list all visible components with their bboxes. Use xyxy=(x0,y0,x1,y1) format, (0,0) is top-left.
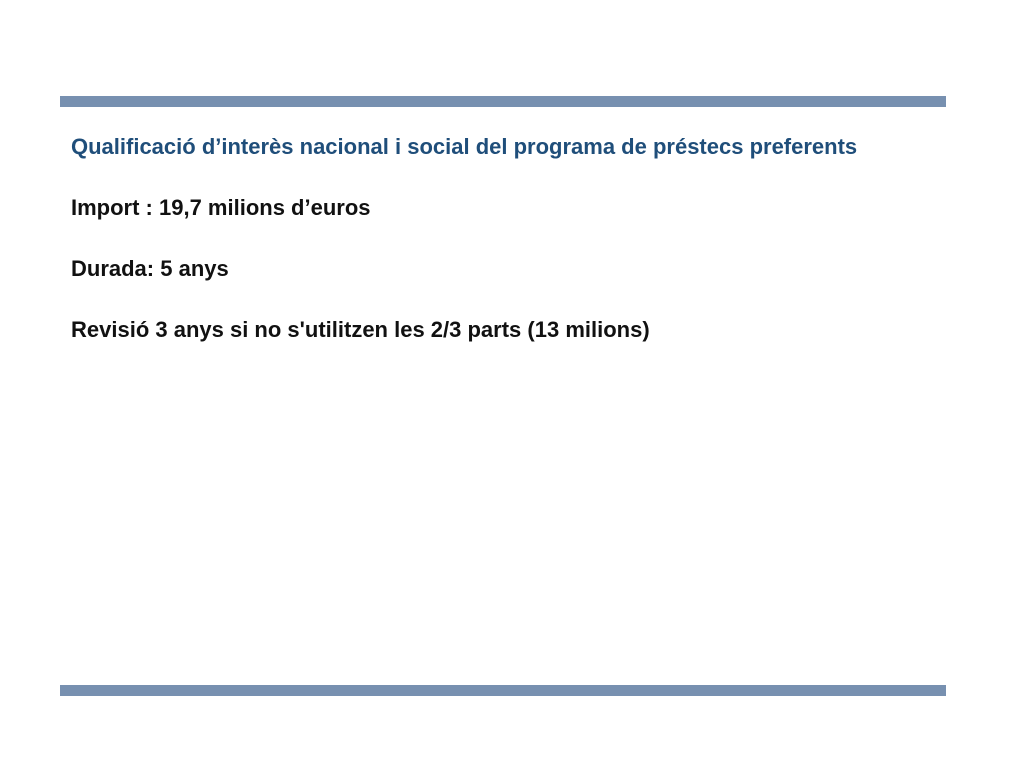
import-line: Import : 19,7 milions d’euros xyxy=(71,195,371,220)
revision-line: Revisió 3 anys si no s'utilitzen les 2/3 parts (13 milions) xyxy=(71,317,650,342)
slide-title: Qualificació d’interès nacional i social del programa de préstecs preferents xyxy=(71,134,858,159)
slide-content xyxy=(71,132,931,345)
duration-line: Durada: 5 anys xyxy=(71,256,229,281)
bottom-divider xyxy=(60,685,946,696)
top-divider xyxy=(60,96,946,107)
